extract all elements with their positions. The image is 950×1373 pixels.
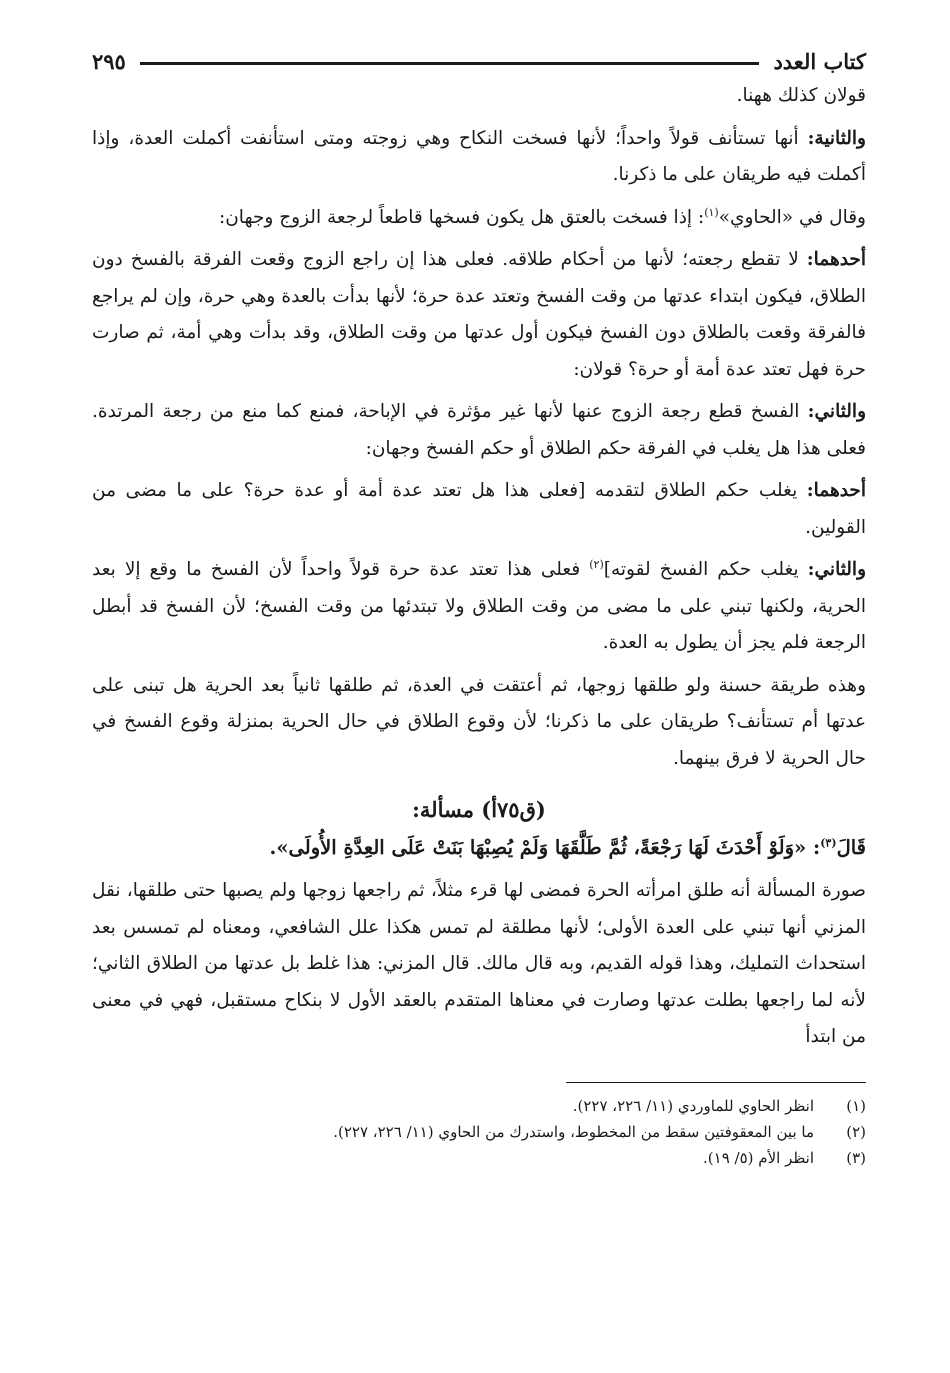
page-header (92, 44, 866, 78)
paragraph (92, 78, 866, 115)
paragraph (92, 668, 866, 778)
book-page (92, 44, 866, 1344)
footnote-divider (566, 1082, 866, 1083)
footnote-ref: (٢) (589, 557, 604, 571)
footnote (92, 1093, 866, 1119)
quote-text: : «وَلَوْ أَحْدَثَ لَهَا رَجْعَةً، ثُمَّ طَلَّقَهَا وَلَمْ يُصِبْهَا بَنَتْ عَلَى العِدَّةِ الأُولَى». (269, 836, 821, 859)
footnote-number: (٢) (846, 1122, 866, 1141)
paragraph-lead: والثانية: (807, 127, 866, 149)
footnote-number: (١) (846, 1096, 866, 1115)
paragraph-text: وقال في «الحاوي» (718, 206, 866, 228)
footnote (92, 1119, 866, 1145)
paragraph-text: صورة المسألة أنه طلق امرأته الحرة فمضى لها قرء مثلاً، ثم راجعها زوجها ولم يصبها حتى طلقها، نقل المزني أنها تبني على العدة الأولى؛ لأنها مطلقة لم تمس هكذا علل الشافعي، ومعناه لم تمسس بعد استحداث التمليك، وهذا قوله القديم، وبه قال مالك. قال المزني: هذا غلط بل عدتها من الطلاق الثاني؛ لأنه لما راجعها بطلت عدتها وصارت في معناها المتقدم بالعقد الأول لا بنكاح مستقبل، فهي في معنى من ابتدأ (92, 880, 866, 1047)
paragraph-text: قولان كذلك ههنا. (736, 85, 866, 106)
paragraph (92, 242, 866, 388)
paragraph (92, 552, 866, 662)
paragraph-lead: أحدهما: (806, 249, 866, 270)
quote-lead: قَالَ (836, 836, 866, 859)
paragraph (92, 394, 866, 467)
book-title: كتاب العدد (773, 48, 866, 74)
paragraph-text: أنها تستأنف قولاً واحداً؛ لأنها فسخت النكاح وهي زوجته ومتى استأنفت أكملت العدة، وإذا أكملت فيه طريقان على ما ذكرنا. (92, 127, 866, 185)
paragraph-text: الفسخ قطع رجعة الزوج عنها لأنها غير مؤثرة في الإباحة، فمنع كما منع من رجعة المرتدة. فعلى هذا هل يغلب في الفرقة حكم الطلاق أو حكم الفسخ وجهان: (92, 401, 866, 459)
footnote-text: انظر الأم (٥/ ١٩). (703, 1148, 814, 1167)
footnote-text: انظر الحاوي للماوردي (١١/ ٢٢٦، ٢٢٧). (572, 1096, 814, 1115)
paragraph (92, 121, 866, 194)
footnote-number: (٣) (846, 1148, 866, 1167)
paragraph-text: وهذه طريقة حسنة ولو طلقها زوجها، ثم أعتقت في العدة، ثم طلقها ثانياً بعد الحرية هل تبنى على عدتها أم تستأنف؟ طريقان على ما ذكرنا؛ لأن وقوع الطلاق في حال الحرية بمنزلة وقوع الفسخ في حال الحرية لا فرق بينهما. (92, 674, 866, 769)
quote-line (92, 829, 866, 867)
paragraph-lead: والثاني: (807, 401, 866, 422)
page-number: ٢٩٥ (92, 48, 126, 74)
paragraph-text-cont: : إذا فسخت بالعتق هل يكون فسخها قاطعاً لرجعة الزوج وجهان: (218, 206, 705, 228)
paragraph-text: يغلب حكم الطلاق لتقدمه [فعلى هذا هل تعتد عدة أمة أو عدة حرة؟ على ما مضى من القولين. (92, 480, 866, 538)
paragraph (92, 473, 866, 546)
paragraph (92, 873, 866, 1056)
header-rule (140, 62, 760, 65)
footnote (92, 1145, 866, 1171)
footnote-text: ما بين المعقوفتين سقط من المخطوط، واستدرك من الحاوي (١١/ ٢٢٦، ٢٢٧). (333, 1122, 814, 1141)
main-text (92, 78, 866, 1056)
footnote-ref: (١) (704, 205, 719, 219)
paragraph-text: لا تقطع رجعته؛ لأنها من أحكام طلاقه. فعلى هذا إن راجع الزوج وقعت الفرقة بالفسخ دون الطلاق، فيكون ابتداء عدتها من وقت الفسخ وتعتد عدة حرة؛ لأنها بدأت بالعدة وهي حرة، وإن لم يراجع فالفرقة وقعت بالطلاق دون الفسخ فيكون أول عدتها من وقت الطلاق، وقد بدأت وهي أمة، ثم صارت حرة فهل تعتد عدة أمة أو حرة؟ قولان: (92, 249, 866, 380)
paragraph-lead: والثاني: (807, 559, 866, 580)
paragraph-text: يغلب حكم الفسخ لقوته] (603, 559, 808, 580)
paragraph-text-cont: فعلى هذا تعتد عدة حرة قولاً واحداً لأن الفسخ ما وقع إلا بعد الحرية، ولكنها تبني على ما مضى من وقت الطلاق ولا تبتدئها من وقت الفسخ؛ لأن الفسخ قد أبطل الرجعة فلم يجز أن يطول به العدة. (92, 559, 866, 653)
footnote-ref: (٣) (820, 836, 837, 850)
paragraph-lead: أحدهما: (806, 480, 866, 501)
paragraph (92, 200, 866, 237)
footnotes (92, 1093, 866, 1171)
section-heading: (ق٧٥أ) مسألة: (412, 797, 546, 822)
